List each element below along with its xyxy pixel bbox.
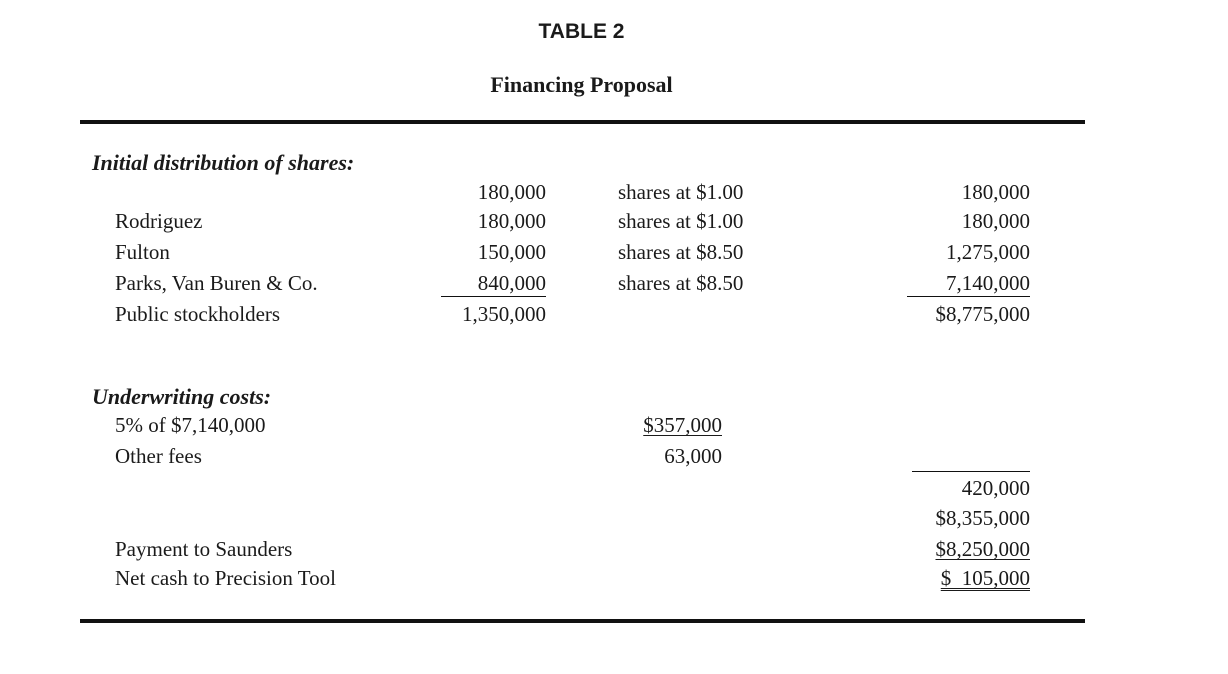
- shareholder-label: Rodriguez: [115, 209, 203, 233]
- share-price: shares at $1.00: [618, 180, 744, 204]
- summary-label: Payment to Saunders: [115, 537, 293, 561]
- share-count: 180,000: [477, 180, 546, 204]
- share-count: 150,000: [477, 240, 546, 264]
- shares-heading: Initial distribution of shares:: [92, 150, 355, 175]
- payment-value: $8,250,000: [935, 537, 1030, 561]
- summary-label: Net cash to Precision Tool: [115, 566, 336, 590]
- underwriting-heading: Underwriting costs:: [92, 384, 272, 409]
- share-price: shares at $8.50: [618, 271, 744, 295]
- net-cash-value: $ 105,000: [940, 566, 1030, 590]
- amount-subtotal-rule: [907, 296, 1030, 297]
- share-count: 180,000: [477, 209, 546, 233]
- shareholder-label: Fulton: [115, 240, 170, 264]
- amount-value: 1,275,000: [946, 240, 1030, 264]
- top-rule: [80, 120, 1085, 124]
- amount-value: 180,000: [961, 180, 1030, 204]
- underwriting-label: 5% of $7,140,000: [115, 413, 266, 437]
- share-subtotal-rule: [441, 296, 546, 297]
- bottom-rule: [80, 619, 1085, 623]
- underwriting-value: $357,000: [643, 413, 722, 437]
- share-total: 1,350,000: [462, 302, 546, 326]
- share-price: shares at $1.00: [618, 209, 744, 233]
- net-proceeds: $8,355,000: [935, 506, 1030, 530]
- shareholder-label: Public stockholders: [115, 302, 281, 326]
- share-price: shares at $8.50: [618, 240, 744, 264]
- amount-value: 180,000: [961, 209, 1030, 233]
- table-title: TABLE 2: [538, 20, 625, 43]
- share-count: 840,000: [477, 271, 546, 295]
- shareholder-label: Parks, Van Buren & Co.: [115, 271, 318, 295]
- table-subtitle: Financing Proposal: [490, 72, 673, 97]
- amount-total: $8,775,000: [935, 302, 1030, 326]
- underwriting-total: 420,000: [961, 476, 1030, 500]
- underwriting-value: 63,000: [664, 444, 722, 468]
- underwriting-total-rule: [912, 471, 1030, 472]
- amount-value: 7,140,000: [946, 271, 1030, 295]
- underwriting-label: Other fees: [115, 444, 202, 468]
